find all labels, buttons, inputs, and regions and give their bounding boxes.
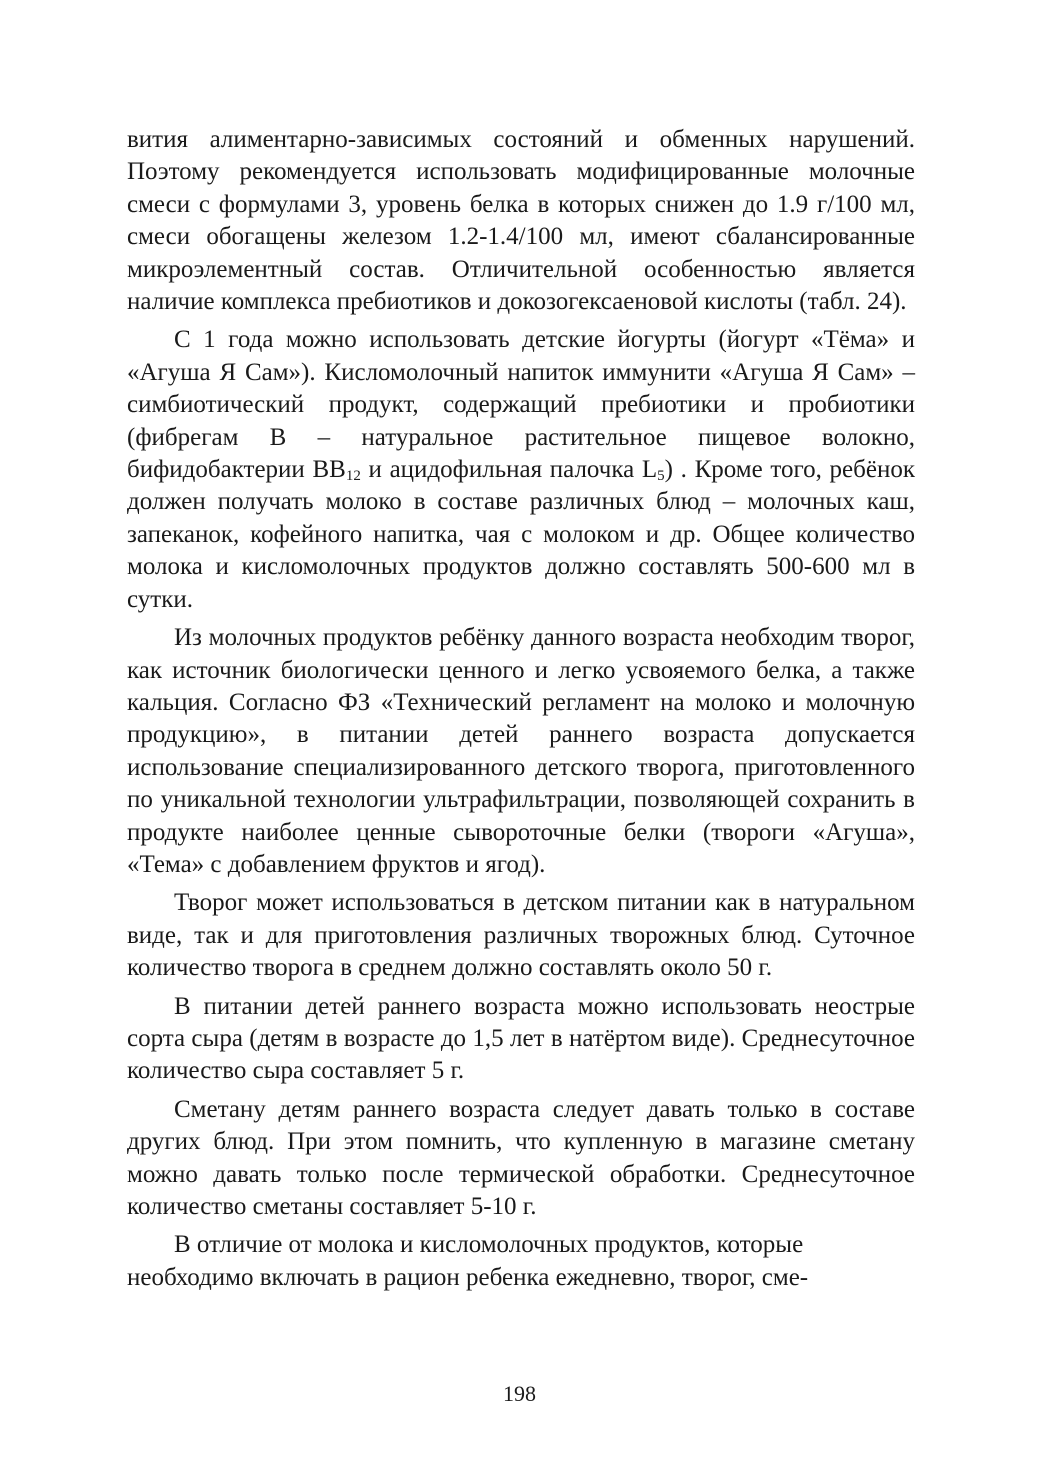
paragraph-2-text-c: ) . Кроме того, ребёнок должен получать молоко в составе различных блюд – молочных каш, запеканок, кофейного напитка, чая с молоком и др. Общее количество молока и кисломолочных продуктов должно составлять 500-600 мл в сутки.	[127, 456, 915, 613]
page-number: 198	[503, 1381, 536, 1406]
paragraph-1: вития алиментарно-зависимых состояний и обменных нарушений. Поэтому рекомендуется использовать модифицированные молочные смеси с формулами 3, уровень белка в которых снижен до 1.9 г/100 мл, смеси обогащены железом 1.2-1.4/100 мл, имеют сбалансированные микроэлементный состав. Отличительной особенностью является наличие комплекса пребиотиков и докозогексаеновой кислоты (табл. 24).	[127, 126, 915, 316]
paragraph-2-text-b: и ацидофильная палочка L	[360, 456, 658, 484]
paragraph-7: В отличие от молока и кисломолочных продуктов, которые необходимо включать в рацион ребенка ежедневно, творог, сме-	[127, 1231, 809, 1291]
paragraph-2	[127, 324, 915, 616]
paragraph-5: В питании детей раннего возраста можно использовать неострые сорта сыра (детям в возрасте до 1,5 лет в натёртом виде). Среднесуточное количество сыра составляет 5 г.	[127, 992, 915, 1085]
paragraph-6: Сметану детям раннего возраста следует давать только в составе других блюд. При этом помнить, что купленную в магазине сметану можно давать только после термической обработки. Среднесуточное количество сметаны составляет 5-10 г.	[127, 1095, 915, 1220]
paragraph-3: Из молочных продуктов ребёнку данного возраста необходим творог, как источник биологически ценного и легко усвояемого белка, а также кальция. Согласно ФЗ «Технический регламент на молоко и молочную продукцию», в питании детей раннего возраста допускается использование специализированного детского творога, приготовленного по уникальной технологии ультрафильтрации, позволяющей сохранить в продукте наиболее ценные сывороточные белки (твороги «Агуша», «Тема» с добавлением фруктов и ягод).	[127, 624, 915, 878]
body-text	[127, 124, 915, 1294]
paragraph-4: Творог может использоваться в детском питании как в натуральном виде, так и для приготовления различных творожных блюд. Суточное количество творога в среднем должно составлять около 50 г.	[127, 889, 915, 982]
subscript-12: 12	[345, 468, 361, 485]
subscript-5: 5	[657, 468, 665, 485]
paragraph-2-text-a: С 1 года можно использовать детские йогурты (йогурт «Тёма» и «Агуша Я Сам»). Кисломолочный напиток иммунити «Агуша Я Сам» – симбиотический продукт, содержащий пребиотики и пробиотики (фибрегам В – натуральное растительное пищевое волокно, бифидобактерии ВВ	[127, 326, 915, 484]
